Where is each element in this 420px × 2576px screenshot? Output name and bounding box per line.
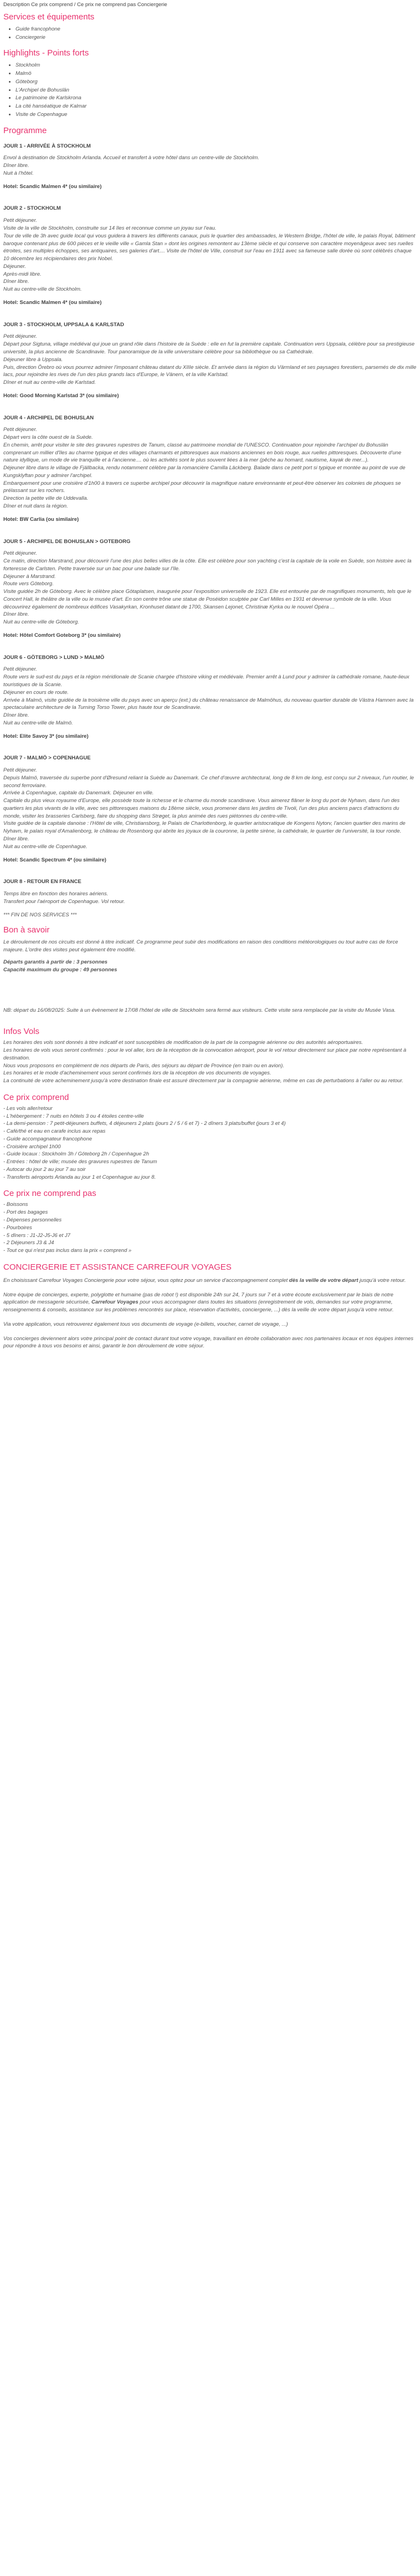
day-paragraph: Depuis Malmö, traversée du superbe pont d'Øresund reliant la Suède au Danemark. Ce chef d'œuvre architectural, long de 8 km de long, est conçu sur 2 niveaux, l'un routier, le second ferroviaire.: [3, 774, 414, 789]
min-participants: Départs garantis à partir de : 3 personnes: [3, 959, 107, 965]
list-item: • Le patrimoine de Karlskrona: [16, 94, 417, 102]
services-list: [3, 26, 417, 42]
paragraph: La continuité de votre acheminement jusqu'à votre destination finale est assuré directement par la compagnie aérienne, même en cas de perturbations à l'aller ou au retour.: [3, 1078, 403, 1084]
bon-a-savoir-text: [3, 939, 417, 1015]
list-item: - Transferts aéroports Arlanda au jour 1 et Copenhague au jour 8.: [3, 1174, 156, 1180]
day-title: JOUR 4 - ARCHIPEL DE BOHUSLAN: [3, 414, 94, 421]
day-paragraph: Nuit au centre-ville de Malmö.: [3, 719, 73, 726]
ce-prix-comprend-title: Ce prix comprend: [3, 1092, 69, 1102]
day-paragraph: Nuit au centre-ville de Göteborg.: [3, 619, 79, 626]
hotel-name: Hotel: Scandic Malmen 4* (ou similaire): [3, 183, 102, 190]
day-paragraph: Dîner libre.: [3, 712, 29, 719]
day-paragraph: Dîner libre.: [3, 163, 29, 169]
list-item: - La demi-pension : 7 petit-déjeuners buffets, 4 déjeuners 2 plats (jours 2 / 5 / 6 et 7) - 2 dîners 3 plats/buffet (jours 3 et 4): [3, 1120, 286, 1127]
ce-prix-comprend-list: [3, 1105, 417, 1181]
list-item: - Tout ce qui n'est pas inclus dans la prix « comprend »: [3, 1248, 132, 1254]
paragraph: [3, 1277, 417, 1285]
day-paragraph: Direction la petite ville de Uddevalla.: [3, 495, 89, 502]
day-paragraph: Déjeuner libre à Uppsala.: [3, 356, 63, 363]
day-title: JOUR 5 - ARCHIPEL DE BOHUSLAN > GOTEBORG: [3, 538, 131, 545]
hotel-name: Hotel: BW Carlia (ou similaire): [3, 516, 79, 523]
programme-day: [3, 654, 417, 741]
day-paragraph: En chemin, arrêt pour visiter le site des gravures rupestres de Tanum, classé au patrimoine mondial de l'UNESCO. Continuation pour rejoindre l'archipel du Bohuslän comprenant un millier d'îles au charme typique et des villages charmants et pittoresques aux maisons anciennes en bois rouge, aux ruelles pittoresques. Découverte d'une nature idyllique, un mode de vie tranquille et à l'ancienne.... où les activités sont le plus souvent liées à la mer (pêche au homard, nautisme, kayak de mer...).: [3, 442, 402, 464]
paragraph: Via votre application, vous retrouverez également tous vos documents de voyage (e-billets, voucher, carnet de voyage, ...): [3, 1321, 288, 1327]
day-paragraph: Dîner libre.: [3, 611, 29, 618]
day-paragraph: Route vers le sud-est du pays et la région méridionale de Scanie chargée d'histoire viking et médiévale. Premier arrêt à Lund pour y admirer la cathédrale romane, haute-lieux touristiques de la Scanie.: [3, 674, 409, 688]
day-paragraph: Petit déjeuner.: [3, 767, 37, 774]
programme-day: [3, 878, 417, 919]
list-item: - Les vols aller/retour: [3, 1105, 53, 1112]
day-paragraph: Après-midi libre.: [3, 271, 42, 277]
bon-a-savoir-title: Bon à savoir: [3, 925, 50, 935]
day-paragraph: Capitale du plus vieux royaume d'Europe, elle possède toute la richesse et le charme du monde scandinave. Vous aimerez flâner le long du port de Nyhavn, dans l'un des quartiers les plus vivants de la ville, avec ses pittoresques maisons du 18ème siècle, vous promener dans les jardins de Tivoli, l'un des plus anciens parcs d'attractions du monde, visiter les brasseries Carlsberg, faire du shopping dans Strøget, la plus animée des rues piétonnes du centre-ville.: [3, 798, 400, 819]
day-paragraph: Envol à destination de Stockholm Arlanda. Accueil et transfert à votre hôtel dans un centre-ville de Stockholm.: [3, 155, 259, 161]
day-paragraph: Déjeuner à Marstrand.: [3, 573, 56, 580]
day-paragraph: Visite de la ville de Stockholm, construite sur 14 îles et reconnue comme un joyau sur l'eau.: [3, 225, 217, 232]
list-item: - Boissons: [3, 1201, 28, 1208]
text-span: pour vous accompagner dans toutes les situations (enregistrement de vols, demandes sur votre programme, renseignements & conseils, assistance sur les problèmes rencontrés sur place, réservation d'activités, conciergerie, ...) dès la veille de votre départ jusqu'à votre retour.: [3, 1299, 394, 1314]
hotel-name: Hotel: Hôtel Comfort Goteborg 3* (ou similaire): [3, 632, 121, 638]
day-paragraph: Visite guidée de la capitale danoise : l'Hôtel de ville, Christiansborg, le Palais de Charlottenborg, le quartier aristocratique de Kongens Nytorv, l'ancien quartier des marins de Nyhavn, le palais royal d'Amalienborg, le château de Rosenborg qui abrite les joyaux de la couronne, la petite sirène, la cathédrale, le quartier de l'université, la tour ronde.: [3, 820, 406, 835]
day-paragraph: Déjeuner.: [3, 263, 26, 270]
day-paragraph: Temps libre en fonction des horaires aériens.: [3, 891, 109, 897]
day-paragraph: Petit déjeuner.: [3, 217, 37, 224]
list-item: • Göteborg: [16, 78, 417, 86]
hotel-name: Hotel: Good Morning Karlstad 3* (ou similaire): [3, 392, 119, 399]
day-paragraph: Nuit à l'hôtel.: [3, 170, 34, 176]
list-item: • Conciergerie: [16, 34, 417, 42]
day-paragraph: Arrivée à Copenhague, capitale du Danemark. Déjeuner en ville.: [3, 790, 154, 797]
list-item: - 2 Déjeuners J3 & J4: [3, 1240, 54, 1246]
text-span: jusqu'à votre retour.: [358, 1277, 406, 1284]
day-paragraph: Visite guidée 2h de Göteborg. Avec le célèbre place Götaplatsen, inaugurée pour l'exposition universelle de 1923. Elle est entourée par de magnifiques monuments, tels que le Concert Hall, le théâtre de la ville ou le musée d'art. En son centre trône une statue de Poséidon sculptée par Carl Milles en 1931 et devenue symbole de la ville. Vous découvrirez également de nombreux édifices Vasakyrkan, Kronhuset datant de 1700, Skansen Lejonet, Christinæ Kyrka ou le nouvel Opéra ...: [3, 589, 412, 610]
paragraph: Les horaires des vols sont donnés à titre indicatif et sont susceptibles de modification de la part de la compagnie aérienne ou des autorités aéroportuaires.: [3, 1039, 363, 1046]
day-paragraph: Ce matin, direction Marstrand, pour découvrir l'une des plus belles villes de la côte. Elle est célèbre pour son yachting c'est la capitale de la voile en Suède, son histoire avec la forteresse de Carlsten. Petite traversée sur un bac pour une balade sur l'île.: [3, 558, 412, 572]
day-title: JOUR 7 - MALMÖ > COPENHAGUE: [3, 755, 91, 762]
paragraph: Nous vous proposons en complément de nos départs de Paris, des séjours au départ de Province (en train ou en avion).: [3, 1062, 284, 1069]
day-paragraph: Dîner libre.: [3, 836, 29, 843]
programme-day: [3, 321, 417, 400]
programme-title: Programme: [3, 125, 47, 135]
programme-day: [3, 205, 417, 306]
services-title: Services et équipements: [3, 12, 95, 22]
list-item: • Malmö: [16, 70, 417, 78]
ce-prix-ne-comprend-pas-list: [3, 1201, 417, 1254]
bold-span: Carrefour Voyages: [91, 1299, 139, 1306]
day-paragraph: Route vers Göteborg.: [3, 581, 54, 587]
paragraph: Vos concierges deviennent alors votre principal point de contact durant tout votre voyage, travaillant en étroite collaboration avec nos partenaires locaux et nos équipes internes pour répondre à tous vos besoins et ainsi, garantir le bon déroulement de votre séjour.: [3, 1335, 414, 1350]
description-line: Description Ce prix comprend / Ce prix ne comprend pas Conciergerie: [3, 2, 167, 8]
list-item: • Stockholm: [16, 62, 417, 69]
day-paragraph: Dîner et nuit dans la région.: [3, 503, 68, 509]
max-capacity: Capacité maximum du groupe : 49 personnes: [3, 966, 117, 973]
day-paragraph: Nuit au centre-ville de Stockholm.: [3, 286, 82, 293]
list-item: • L'Archipel de Bohuslän: [16, 87, 417, 94]
day-paragraph: Tour de ville de 3h avec guide local qui vous guidera à travers les différents canaux, puis le quartier des ambassades, le Western Bridge, l'hôtel de ville, le palais Royal, bâtiment baroque contenant plus de 600 pièces et le vieille ville « Gamla Stan » dont les origines remontent au 13ème siècle et qui conserve son caractère moyenâgeux avec ses ruelles étroites, ses multiples échoppes, ses antiquaires, ses galeries d'art.... Visite de l'hôtel de Ville, construit sur l'eau en 1911 avec sa fameuse salle dorée où sont célébrés chaque 10 décembre les récipiendaires des prix Nobel.: [3, 232, 416, 262]
day-paragraph: Petit déjeuner.: [3, 666, 37, 673]
text-span: En choisissant Carrefour Voyages Conciergerie pour votre séjour, vous optez pour un service d'accompagnement complet: [3, 1277, 289, 1284]
list-item: - Port des bagages: [3, 1209, 48, 1216]
day-paragraph: Dîner libre.: [3, 278, 29, 285]
day-title: JOUR 6 - GÖTEBORG > LUND > MALMÖ: [3, 654, 105, 661]
list-item: - 5 dîners : J1-J2-J5-J6 et J7: [3, 1232, 70, 1239]
hotel-name: Hotel: Elite Savoy 3* (ou similaire): [3, 733, 89, 739]
list-item: • La cité hanséatique de Kalmar: [16, 103, 417, 110]
day-paragraph: *** FIN DE NOS SERVICES ***: [3, 911, 77, 918]
list-item: - Autocar du jour 2 au jour 7 au soir: [3, 1166, 86, 1173]
list-item: - Croisière archipel 1h00: [3, 1143, 61, 1150]
day-title: JOUR 3 - STOCKHOLM, UPPSALA & KARLSTAD: [3, 321, 124, 328]
list-item: • Visite de Copenhague: [16, 111, 417, 119]
day-title: JOUR 1 - ARRIVÉE À STOCKHOLM: [3, 143, 91, 149]
day-paragraph: Transfert pour l'aéroport de Copenhague. Vol retour.: [3, 898, 125, 905]
day-paragraph: Arrivée à Malmö, visite guidée de la troisième ville du pays avec un aperçu (ext.) du château renaissance de Malmöhus, du nouveau quartier durable de Västra Hamnen avec la spectaculaire architecture de la Turning Torso Tower, plus haute tour de Scandinavie.: [3, 697, 414, 711]
day-title: JOUR 2 - STOCKHOLM: [3, 205, 61, 212]
bold-span: dès la veille de votre départ: [289, 1277, 358, 1284]
programme-days: [3, 143, 417, 919]
highlights-title: Highlights - Points forts: [3, 48, 89, 58]
list-item: - Café/thé et eau en carafe inclus aux repas: [3, 1128, 106, 1135]
programme-day: [3, 414, 417, 524]
infos-vols-text: [3, 1039, 417, 1085]
list-item: - Pourboires: [3, 1224, 32, 1231]
day-paragraph: Embarquement pour une croisière d'1h00 à travers ce superbe archipel pour découvrir la magnifique nature environnante et peut-être observer les colonies de phoques se prélassant sur les rochers.: [3, 480, 401, 494]
programme-day: [3, 143, 417, 191]
highlights-list: [3, 62, 417, 118]
day-paragraph: Déjeuner libre dans le village de Fjällbacka, rendu notamment célèbre par la romancière Camilla Läckberg. Balade dans ce petit port si typique et montée au point de vue de Kungsklyftan pour y admirer l'archipel.: [3, 465, 406, 479]
day-paragraph: Déjeuner en cours de route.: [3, 689, 69, 696]
day-paragraph: Départ vers la côte ouest de la Suède.: [3, 434, 93, 441]
list-item: - Guide locaux : Stockholm 3h / Göteborg 2h / Copenhague 2h: [3, 1151, 149, 1158]
paragraph: Les horaires et le mode d'acheminement vous seront confirmés lors de la réception de vos documents de voyages.: [3, 1070, 272, 1077]
infos-vols-title: Infos Vols: [3, 1027, 40, 1037]
day-paragraph: [3, 906, 417, 911]
list-item: - L'hébergement : 7 nuits en hôtels 3 ou 4 étoiles centre-ville: [3, 1113, 144, 1119]
paragraph: [3, 1291, 417, 1314]
day-paragraph: Petit déjeuner.: [3, 427, 37, 433]
day-title: JOUR 8 - RETOUR EN FRANCE: [3, 879, 81, 885]
paragraph: Le déroulement de nos circuits est donné à titre indicatif. Ce programme peut subir des modifications en raison des conditions météorologiques ou tout autre cas de force majeure. L'ordre des visites peut également être modifié.: [3, 939, 398, 954]
ce-prix-ne-comprend-pas-title: Ce prix ne comprend pas: [3, 1189, 96, 1199]
list-item: - Dépenses personnelles: [3, 1216, 62, 1223]
text-span: Notre équipe de concierges, experte, polyglotte et humaine (pas de robot !) est disponible 24h sur 24, 7 jours sur 7 et à votre écoute exclusivement par le biais de notre application de messagerie sécurisée,: [3, 1291, 393, 1306]
day-paragraph: Nuit au centre-ville de Copenhague.: [3, 843, 88, 850]
day-paragraph: Petit déjeuner.: [3, 550, 37, 557]
day-paragraph: Petit déjeuner.: [3, 333, 37, 340]
list-item: • Guide francophone: [16, 26, 417, 33]
paragraph: Les horaires de vols vous seront confirmés : pour le vol aller, lors de la réception de la convocation aéroport, pour le vol retour directement sur place par notre représentant à destination.: [3, 1047, 407, 1061]
list-item: - Entrées : hôtel de ville; musée des gravures rupestres de Tanum: [3, 1159, 157, 1165]
list-item: - Guide accompagnateur francophone: [3, 1135, 93, 1142]
day-paragraph: Dîner et nuit au centre-ville de Karlstad.: [3, 379, 96, 386]
day-paragraph: Départ pour Sigtuna, village médiéval qui joue un grand rôle dans l'histoire de la Suède : elle en fut la première capitale. Continuation vers Uppsala, célèbre pour sa prestigieuse université, la plus ancienne de Scandinavie. Tour panoramique de la ville universitaire célèbre pour sa bibliothèque ou sa Cathédrale.: [3, 341, 415, 355]
day-paragraph: Puis, direction Örebro où vous pourrez admirer l'imposant château datant du XIIIe siècle. Et arrivée dans la région du Värmland et ses paysages forestiers, parsemés de dix mille lacs, pour rejoindre les rives de l'un des plus grands lacs d'Europe, le Vänern, et la ville Karlstad.: [3, 364, 417, 378]
hotel-name: Hotel: Scandic Malmen 4* (ou similaire): [3, 299, 102, 306]
conciergerie-text: [3, 1277, 417, 1350]
nb-note: NB: départ du 16/08/2025: Suite à un évènement le 17/08 l'hôtel de ville de Stockholm sera fermé aux visiteurs. Cette visite sera remplacée par la visite du Musée Vasa.: [3, 1007, 396, 1014]
programme-day: [3, 754, 417, 864]
programme-day: [3, 538, 417, 640]
hotel-name: Hotel: Scandic Spectrum 4* (ou similaire): [3, 856, 106, 863]
conciergerie-title: CONCIERGERIE ET ASSISTANCE CARREFOUR VOYAGES: [3, 1262, 232, 1272]
